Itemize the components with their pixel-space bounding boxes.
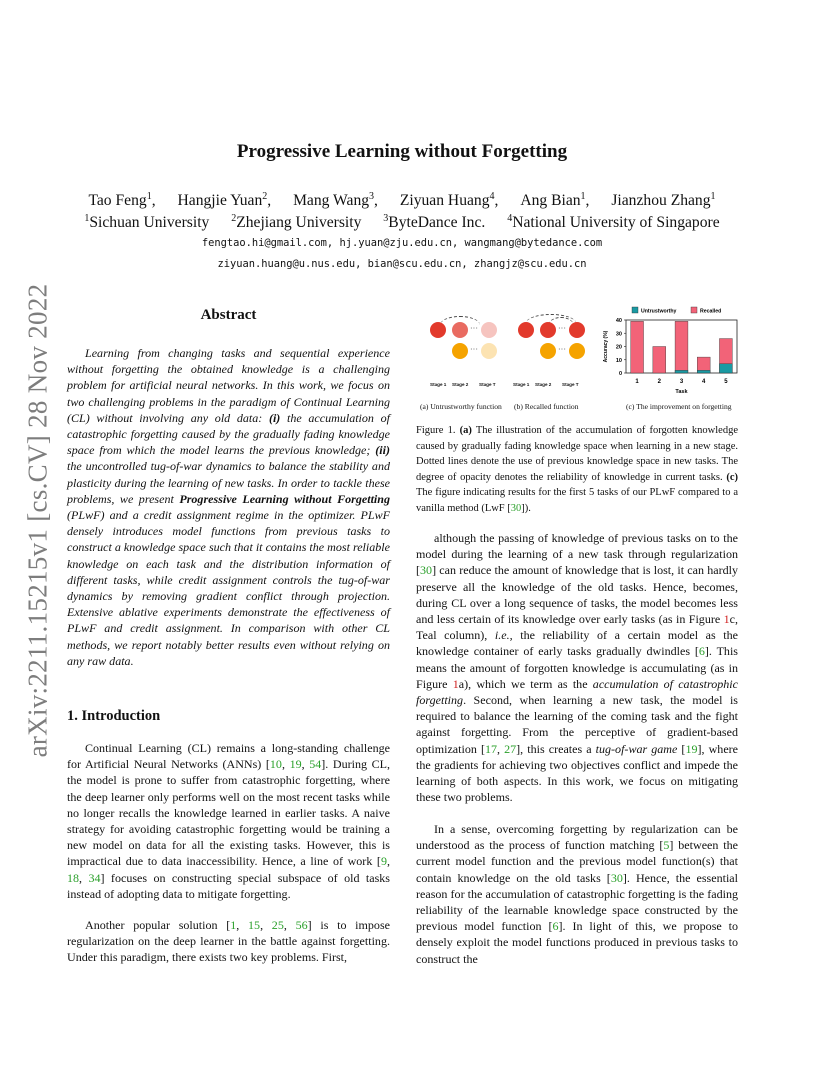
- y-tick-label: 20: [615, 344, 622, 351]
- knowledge-node: [430, 322, 446, 338]
- panel-a: [400, 300, 510, 418]
- paper-title: Progressive Learning without Forgetting: [236, 141, 568, 162]
- bar-chart: [600, 300, 745, 400]
- stage-label: Stage 1: [513, 382, 530, 387]
- x-tick-label: 5: [724, 379, 728, 385]
- author: Hangjie Yuan$^2$,: [177, 191, 272, 210]
- panel-label: (b) Recalled function: [514, 402, 579, 411]
- panel-b: [510, 300, 598, 418]
- ellipsis: ···: [558, 345, 566, 354]
- x-tick-label: 3: [679, 379, 684, 385]
- body-paragraph: Continual Learning (CL) remains a long-standing challenge for Artificial Neural Networks (ANNs) [10, 19, 54]. During CL, the model is prone to suffer from catastrophic forgetting, where the deep learner only performs well on the most recent tasks while no longer recalls the knowledge learned in earlier tasks. A naive strategy for avoiding catastrophic forgetting would be training a new model on data for all the existing tasks. However, this is impractical due to data inaccessibility. Hence, a line of work [9, 18, 34] focuses on constructing special subspace of old tasks instead of adopting data to mitigate forgetting.: [67, 741, 390, 901]
- knowledge-node: [540, 343, 556, 359]
- panel-label: (a) Untrustworthy function: [420, 402, 502, 411]
- affiliation: $^4$National University of Singapore: [507, 213, 720, 232]
- x-tick-label: 1: [635, 379, 639, 385]
- knowledge-node: [481, 322, 497, 338]
- bar-recalled: [653, 347, 666, 374]
- figure-1: [400, 300, 745, 418]
- knowledge-node: [452, 343, 468, 359]
- x-tick-label: 4: [702, 379, 706, 385]
- bar-recalled: [675, 321, 688, 373]
- ellipsis: ···: [470, 324, 478, 333]
- y-tick-label: 40: [615, 318, 622, 324]
- legend-label: Untrustworthy: [641, 308, 677, 315]
- body-paragraph: In a sense, overcoming forgetting by regularization can be understood as the process of function matching [5] between the current model function and the previous model function(s) that contain knowledge on the old tasks [30]. Hence, the essential reason for the accumulation of catastrophic forgetting is the fading reliability of the learnable knowledge space constructed by the previous model function [6]. In light of this, we propose to densely exploit the model functions produced in previous tasks to construct the: [416, 822, 738, 966]
- abstract-heading: Abstract: [200, 307, 257, 323]
- y-tick-label: 0: [618, 371, 622, 377]
- stage-label: Stage T: [479, 382, 496, 387]
- knowledge-node: [481, 343, 497, 359]
- bar-recalled: [631, 321, 644, 373]
- body-paragraph: although the passing of knowledge of previous tasks on to the model during the learning of a new task through regularization [30] can reduce the amount of knowledge that is lost, it can hardly preserve all the knowledge of the old tasks. Hence, becomes, during CL over a long sequence of tasks, the model becomes less and less certain of its knowledge over early tasks (as in Figure 1c, Teal column), i.e., the reliability of a certain model as the knowledge container of early tasks gradually dwindles [6]. This means the amount of forgotten knowledge is accumulating (as in Figure 1a), which we term as the accumulation of catastrophic forgetting. Second, when learning a new task, the model is required to balance the learning of the coming task and the fight against forgetting. From the perceptive of gradient-based optimization [17, 27], this creates a tug-of-war game [19], where the gradients for achieving two objectives conflict and impede the learning of both aspects. In this work, we focus on mitigating these two problems.: [416, 531, 739, 805]
- bar-untrustworthy: [697, 370, 710, 373]
- panel-c: [600, 300, 745, 418]
- knowledge-node: [452, 322, 468, 338]
- legend-label: Recalled: [700, 308, 722, 315]
- section-heading: 1. Introduction: [67, 708, 161, 724]
- bar-untrustworthy: [719, 364, 732, 373]
- y-axis-label: Accuracy (%): [603, 330, 609, 363]
- legend-swatch: [691, 307, 697, 313]
- stage-label: Stage T: [562, 382, 579, 387]
- figure-caption: Figure 1. (a) The illustration of the accumulation of forgotten knowledge caused by gradually fading knowledge space when learning in a new stage. Dotted lines denote the use of previous knowledge space in new tasks. The degree of opacity denotes the reliability of knowledge in current tasks. (c) The figure indicating results for the first 5 tasks of our PLwF compared to a vanilla method (LwF [30]).: [416, 425, 738, 514]
- author: Tao Feng$^1$,: [88, 191, 156, 210]
- knowledge-node: [569, 343, 585, 359]
- stage-label: Stage 1: [430, 382, 447, 387]
- stage-label: Stage 2: [452, 382, 469, 387]
- body-paragraph: Another popular solution [1, 15, 25, 56] is to impose regularization on the deep learner in the battle against forgetting. Under this paradigm, there exists two key problems. First,: [67, 918, 390, 965]
- knowledge-node: [518, 322, 534, 338]
- affiliation: $^2$Zhejiang University: [231, 213, 362, 232]
- knowledge-node: [540, 322, 556, 338]
- author: Ang Bian$^1$,: [520, 191, 590, 210]
- ellipsis: ···: [558, 324, 566, 333]
- legend-swatch: [632, 307, 638, 313]
- knowledge-node: [569, 322, 585, 338]
- affiliation-list: [60, 213, 744, 232]
- email-line: fengtao.hi@gmail.com, hj.yuan@zju.edu.cn, wangmang@bytedance.com: [201, 237, 603, 249]
- ellipsis: ···: [470, 345, 478, 354]
- abstract-text: Learning from changing tasks and sequential experience without forgetting the obtained knowledge is a challenging problem for artificial neural networks. In this work, we focus on two challenging problems in the paradigm of Continual Learning (CL) without involving any old data: (i) the accumulation of catastrophic forgetting caused by the gradually fading knowledge space from which the model learns the previous knowledge; (ii) the uncontrolled tug-of-war dynamics to balance the stability and plasticity during the learning of new tasks. In order to tackle these problems, we present Progressive Learning without Forgetting (PLwF) and a credit assignment regime in the optimizer. PLwF densely introduces model functions from previous tasks to construct a knowledge space such that it contains the most reliable knowledge on each task and the distribution information of different tasks, while credit assignment controls the tug-of-war dynamics by removing gradient conflict through projection. Extensive ablative experiments demonstrate the effectiveness of PLwF and credit assignment. In comparison with other CL methods, we report notably better results even without relying on any raw data.: [67, 346, 390, 668]
- author: Mang Wang$^3$,: [293, 191, 378, 210]
- email-line: ziyuan.huang@u.nus.edu, bian@scu.edu.cn, zhangjz@scu.edu.cn: [217, 258, 587, 270]
- author-list: [60, 191, 744, 210]
- author: Ziyuan Huang$^4$,: [399, 191, 499, 210]
- panel-label: (c) The improvement on forgetting: [626, 402, 732, 411]
- bar-untrustworthy: [675, 370, 688, 373]
- arxiv-stamp: arXiv:2211.15215v1 [cs.CV] 28 Nov 2022: [22, 283, 53, 757]
- y-tick-label: 30: [615, 331, 622, 338]
- affiliation: $^3$ByteDance Inc.: [383, 213, 486, 232]
- affiliation: $^1$Sichuan University: [84, 213, 210, 232]
- x-axis-label: Task: [675, 389, 688, 395]
- y-tick-label: 10: [615, 357, 622, 364]
- stage-label: Stage 2: [535, 382, 552, 387]
- author: Jianzhou Zhang$^1$: [611, 191, 716, 210]
- x-tick-label: 2: [657, 379, 661, 385]
